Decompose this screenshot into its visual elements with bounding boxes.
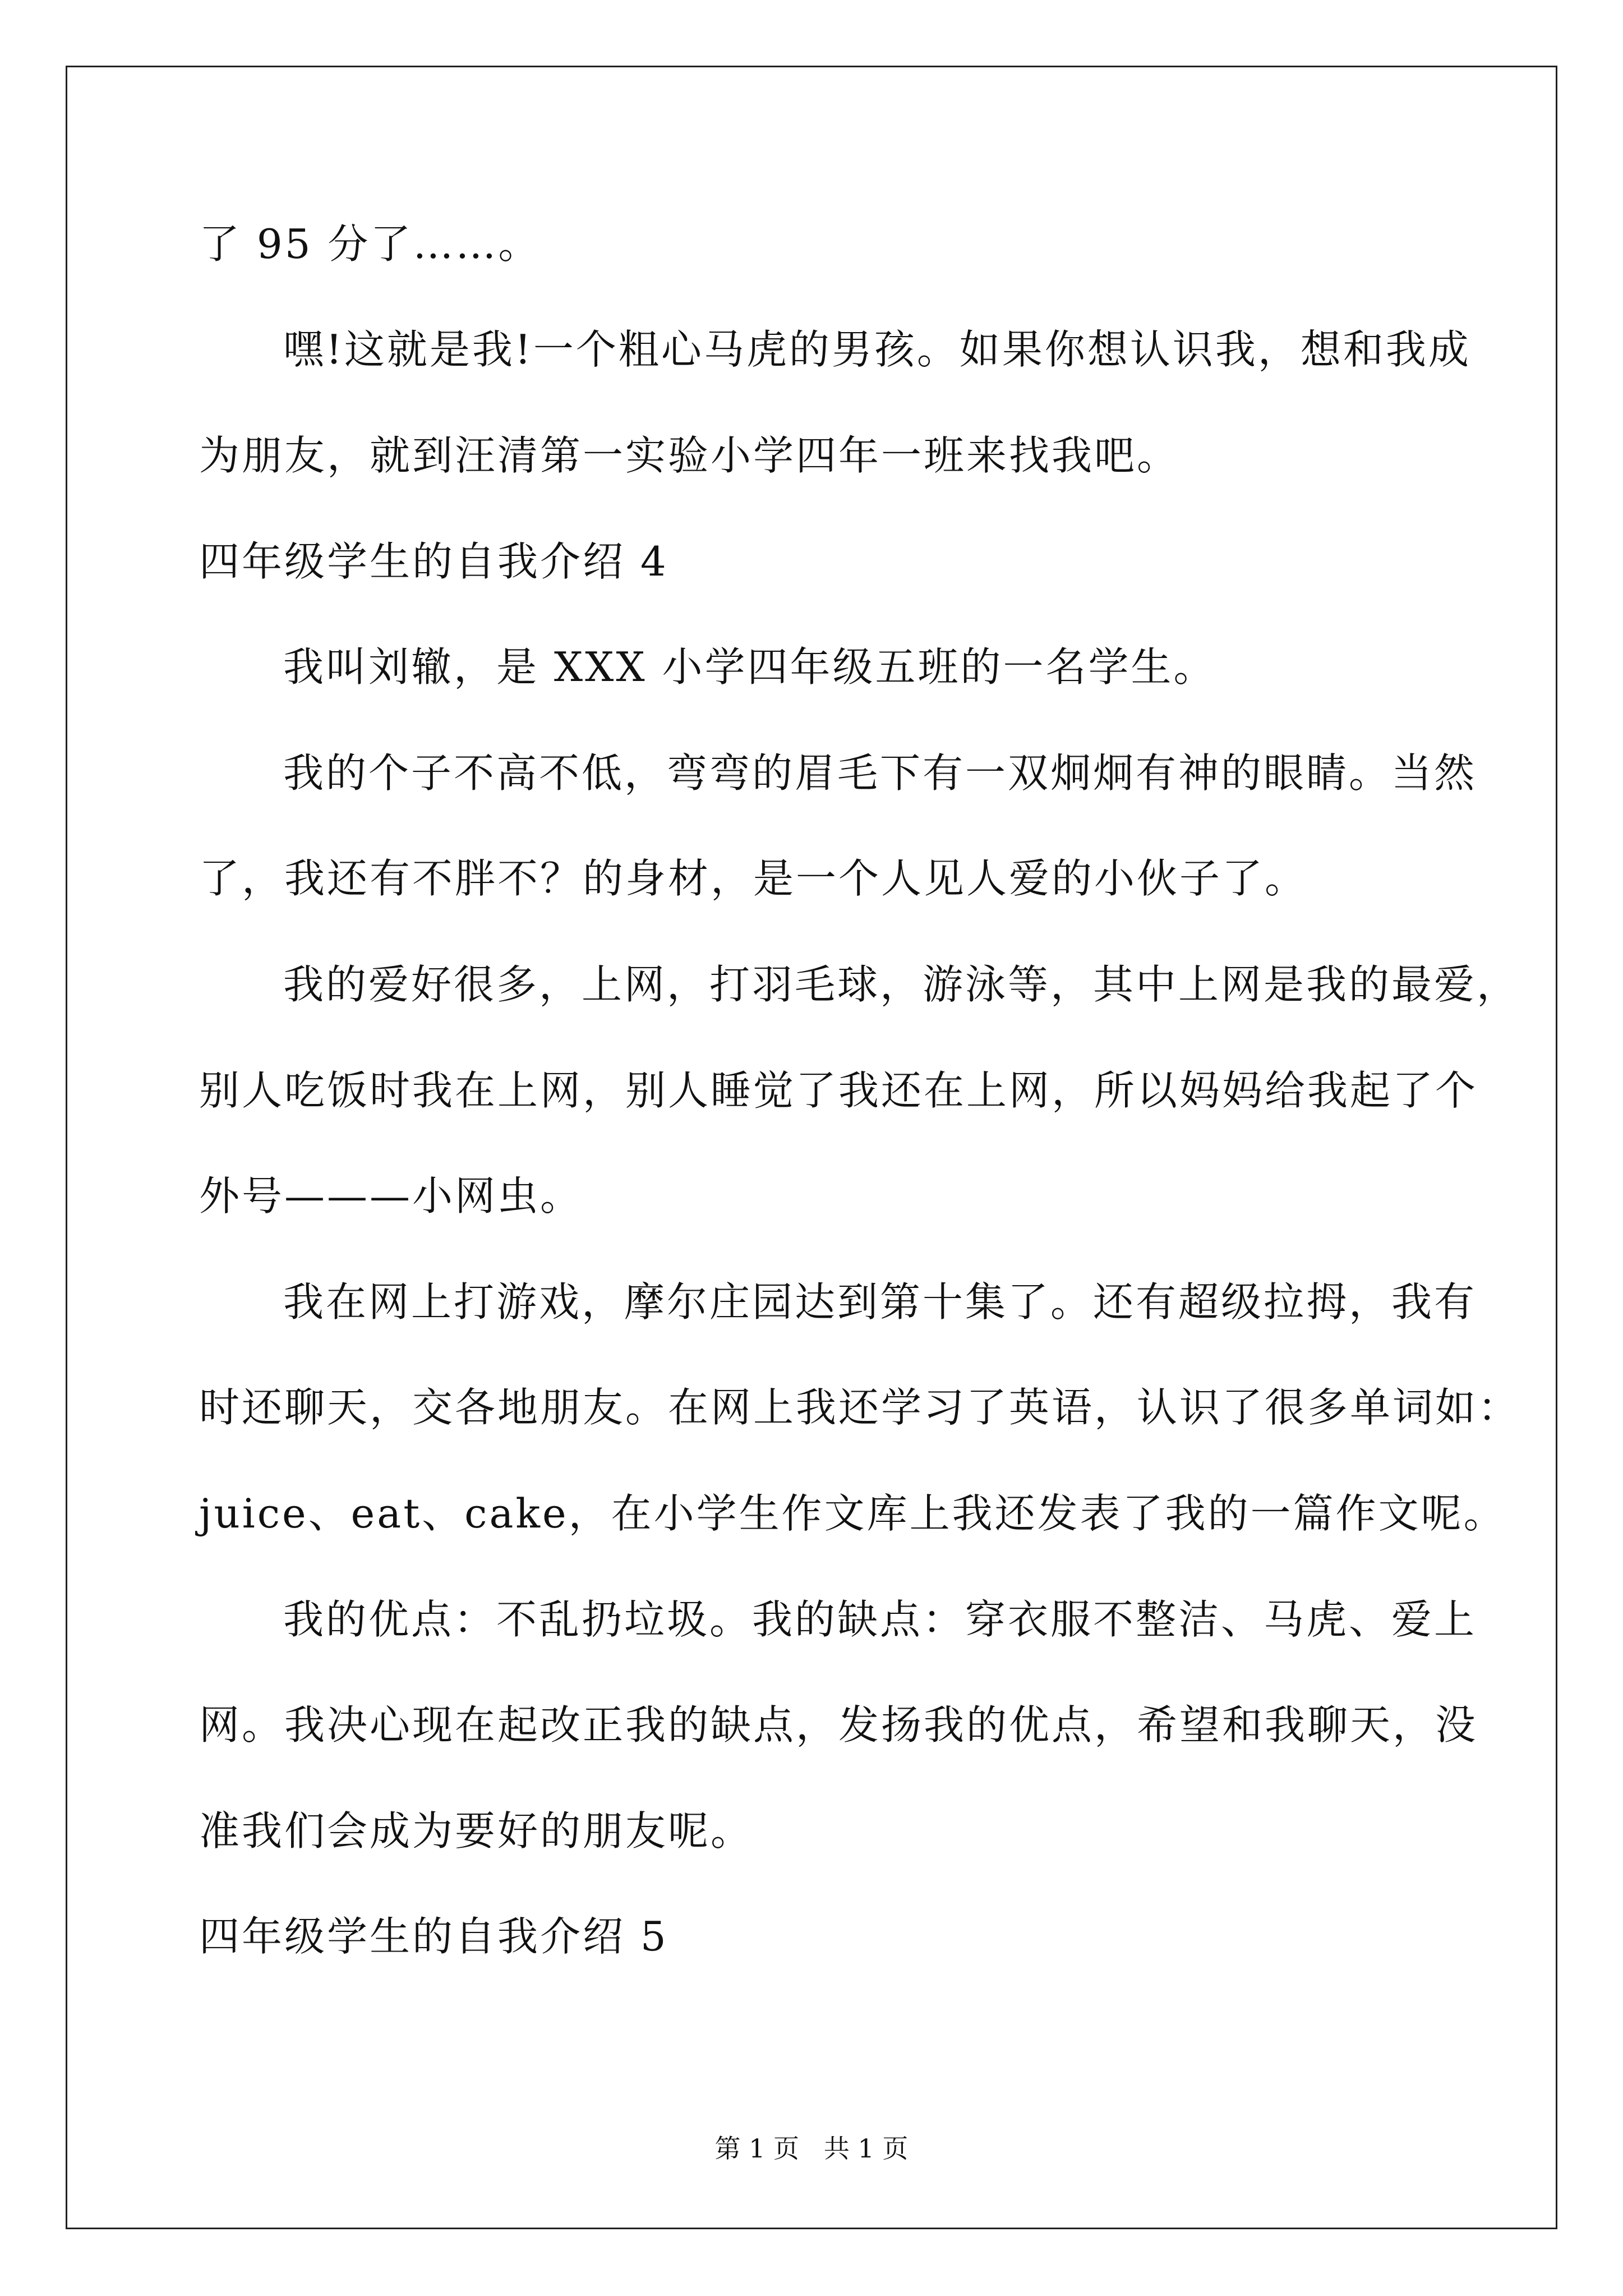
page-frame bbox=[66, 66, 1557, 2229]
paragraph-line: 时还聊天，交各地朋友。在网上我还学习了英语，认识了很多单词如： bbox=[199, 1384, 1521, 1431]
paragraph-line: 网。我决心现在起改正我的缺点，发扬我的优点，希望和我聊天，没 bbox=[199, 1701, 1478, 1749]
paragraph-line: 准我们会成为要好的朋友呢。 bbox=[199, 1807, 754, 1855]
section-heading: 四年级学生的自我介绍 5 bbox=[199, 1913, 668, 1960]
paragraph-line: 了，我还有不胖不？的身材，是一个人见人爱的小伙子了。 bbox=[199, 855, 1308, 902]
paragraph-line: 我在网上打游戏，摩尔庄园达到第十集了。还有超级拉拇，我有 bbox=[283, 1278, 1477, 1326]
section-heading: 四年级学生的自我介绍 4 bbox=[199, 538, 668, 585]
paragraph-line: 别人吃饭时我在上网，别人睡觉了我还在上网，所以妈妈给我起了个 bbox=[199, 1067, 1478, 1114]
paragraph-line: 我的爱好很多，上网，打羽毛球，游泳等，其中上网是我的最爱， bbox=[283, 961, 1520, 1008]
paragraph-line: 外号———小网虫。 bbox=[199, 1172, 583, 1220]
paragraph-line: 我的优点：不乱扔垃圾。我的缺点：穿衣服不整洁、马虎、爱上 bbox=[283, 1596, 1477, 1643]
page-footer: 第 1 页 共 1 页 bbox=[714, 2133, 909, 2164]
paragraph-line: 了 95 分了……。 bbox=[199, 220, 541, 268]
paragraph-line: 嘿!这就是我!一个粗心马虎的男孩。如果你想认识我，想和我成 bbox=[283, 326, 1471, 373]
paragraph-line: 为朋友，就到汪清第一实验小学四年一班来找我吧。 bbox=[199, 432, 1180, 479]
paragraph-line: 我叫刘辙，是 XXX 小学四年级五班的一名学生。 bbox=[283, 643, 1216, 691]
paragraph-line: juice、eat、cake，在小学生作文库上我还发表了我的一篇作文呢。 bbox=[199, 1490, 1506, 1537]
paragraph-line: 我的个子不高不低，弯弯的眉毛下有一双炯炯有神的眼睛。当然 bbox=[283, 749, 1477, 797]
